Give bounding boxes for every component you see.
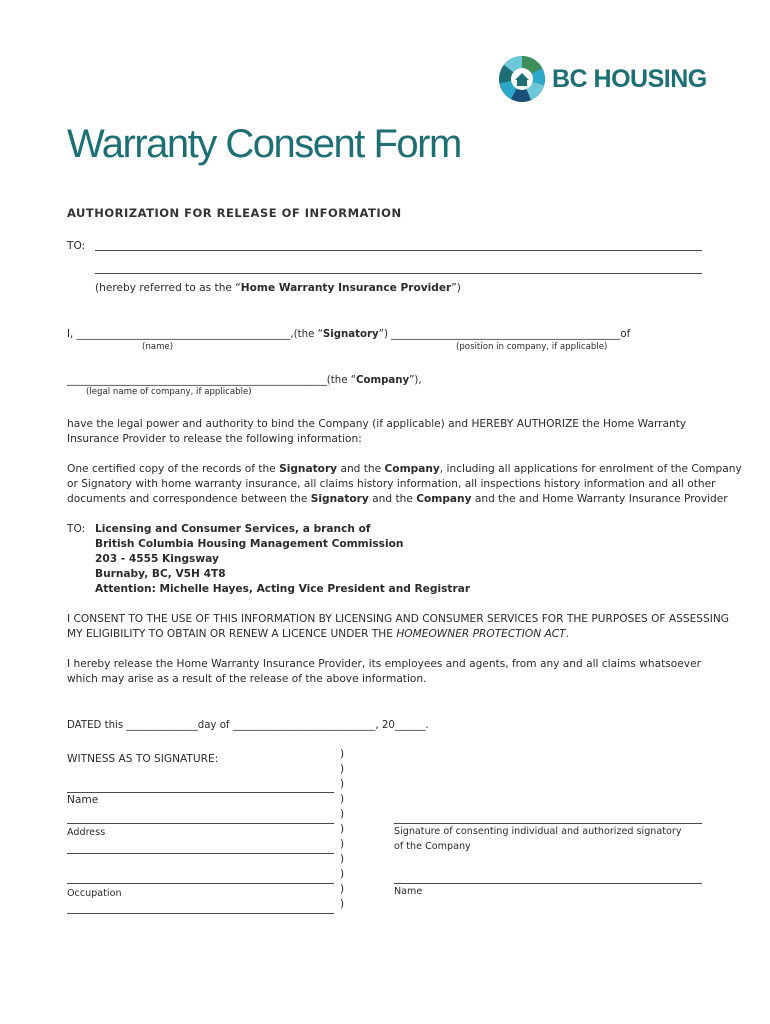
release-line-2: which may arise as a result of the release of the above information. — [67, 673, 427, 685]
signatory-post: ”) — [378, 329, 392, 340]
hereby-post: ”) — [451, 282, 461, 294]
address-line-1: Licensing and Consumer Services, a branch of — [95, 523, 371, 535]
records-bold: Company — [384, 463, 440, 475]
paren: ) — [340, 808, 345, 820]
records-text: and the — [368, 493, 417, 505]
bc-housing-logo — [498, 55, 707, 103]
of-suffix: of — [620, 329, 631, 340]
paren: ) — [340, 883, 345, 895]
records-line-1 — [67, 462, 742, 477]
consent-text: MY ELIGIBILITY TO OBTAIN OR RENEW A LICENCE UNDER THE — [67, 628, 397, 640]
paren: ) — [340, 853, 345, 865]
consent-line-1: I CONSENT TO THE USE OF THIS INFORMATION BY LICENSING AND CONSUMER SERVICES FOR THE PURPOSES OF ASSESSING — [67, 613, 729, 625]
witness-signature-line[interactable] — [67, 792, 334, 793]
to-line-2[interactable] — [95, 273, 702, 274]
witness-name-label: Name — [67, 794, 99, 806]
signature-caption-1: Signature of consenting individual and authorized signatory — [394, 826, 682, 837]
witness-address-label: Address — [67, 827, 106, 838]
to-label: TO: — [67, 240, 86, 252]
witness-name-line[interactable] — [67, 823, 334, 824]
address-to-label: TO: — [67, 523, 86, 535]
paren: ) — [340, 823, 345, 835]
consent-line-2 — [67, 627, 569, 642]
records-text: and the — [337, 463, 385, 475]
signatory-pre: ,(the “ — [290, 329, 323, 340]
witness-address-line-2[interactable] — [67, 883, 334, 884]
release-line-1: I hereby release the Home Warranty Insurance Provider, its employees and agents, from any and all claims whatsoever — [67, 658, 701, 670]
records-text: and the and Home Warranty Insurance Provider — [471, 493, 728, 505]
dated-line[interactable]: DATED this ______________day of ____________________________, 20______. — [67, 720, 429, 731]
paren: ) — [340, 868, 345, 880]
paren: ) — [340, 748, 345, 760]
page-title: Warranty Consent Form — [67, 122, 461, 166]
logo-mark-icon — [498, 55, 546, 103]
authority-line-1: have the legal power and authority to bind the Company (if applicable) and HEREBY AUTHORIZE the Home Warranty — [67, 418, 687, 430]
act-name: HOMEOWNER PROTECTION ACT — [396, 628, 566, 640]
records-bold: Signatory — [310, 493, 369, 505]
signature-caption-2: of the Company — [394, 841, 471, 852]
witness-address-line-1[interactable] — [67, 853, 334, 854]
signatory-name-line[interactable] — [394, 883, 702, 884]
paren: ) — [340, 838, 345, 850]
paren: ) — [340, 793, 345, 805]
company-pre: (the “ — [326, 375, 356, 386]
witness-occupation-label: Occupation — [67, 888, 122, 899]
address-line-4: Burnaby, BC, V5H 4T8 — [95, 568, 226, 580]
paren: ) — [340, 778, 345, 790]
records-line-2: or Signatory with home warranty insurance, all claims history information, all inspections history information and all other — [67, 478, 716, 490]
consent-period: . — [565, 628, 569, 640]
paren: ) — [340, 763, 345, 775]
records-text: documents and correspondence between the — [67, 493, 311, 505]
paren: ) — [340, 898, 345, 910]
hereby-pre: (hereby referred to as the “ — [95, 282, 241, 294]
signatory-name-label: Name — [394, 886, 423, 897]
address-line-5: Attention: Michelle Hayes, Acting Vice President and Registrar — [95, 583, 471, 595]
witness-occupation-line[interactable] — [67, 913, 334, 914]
records-line-3 — [67, 492, 728, 507]
records-bold: Company — [416, 493, 472, 505]
name-caption: (name) — [142, 342, 174, 352]
authority-line-2: Insurance Provider to release the following information: — [67, 433, 362, 445]
company-blank[interactable]: ___________________________________________________ — [67, 375, 327, 386]
records-text: , including all applications for enrolment of the Company — [439, 463, 742, 475]
company-post: ”), — [409, 375, 422, 386]
address-line-2: British Columbia Housing Management Commission — [95, 538, 404, 550]
name-blank[interactable]: __________________________________________ — [76, 329, 291, 340]
section-heading: AUTHORIZATION FOR RELEASE OF INFORMATION — [67, 206, 402, 220]
hereby-bold: Home Warranty Insurance Provider — [240, 282, 452, 294]
witness-label: WITNESS AS TO SIGNATURE: — [67, 753, 219, 765]
to-line-1[interactable] — [95, 250, 702, 251]
signatory-bold: Signatory — [322, 329, 379, 340]
position-blank[interactable]: _____________________________________________ — [391, 329, 621, 340]
i-prefix: I, — [67, 329, 77, 340]
position-caption: (position in company, if applicable) — [456, 342, 608, 352]
company-bold: Company — [356, 375, 410, 386]
hereby-text — [95, 281, 461, 296]
logo-text: BC HOUSING — [552, 64, 707, 93]
records-text: One certified copy of the records of the — [67, 463, 280, 475]
company-caption: (legal name of company, if applicable) — [86, 387, 252, 397]
records-bold: Signatory — [279, 463, 338, 475]
address-line-3: 203 - 4555 Kingsway — [95, 553, 219, 565]
